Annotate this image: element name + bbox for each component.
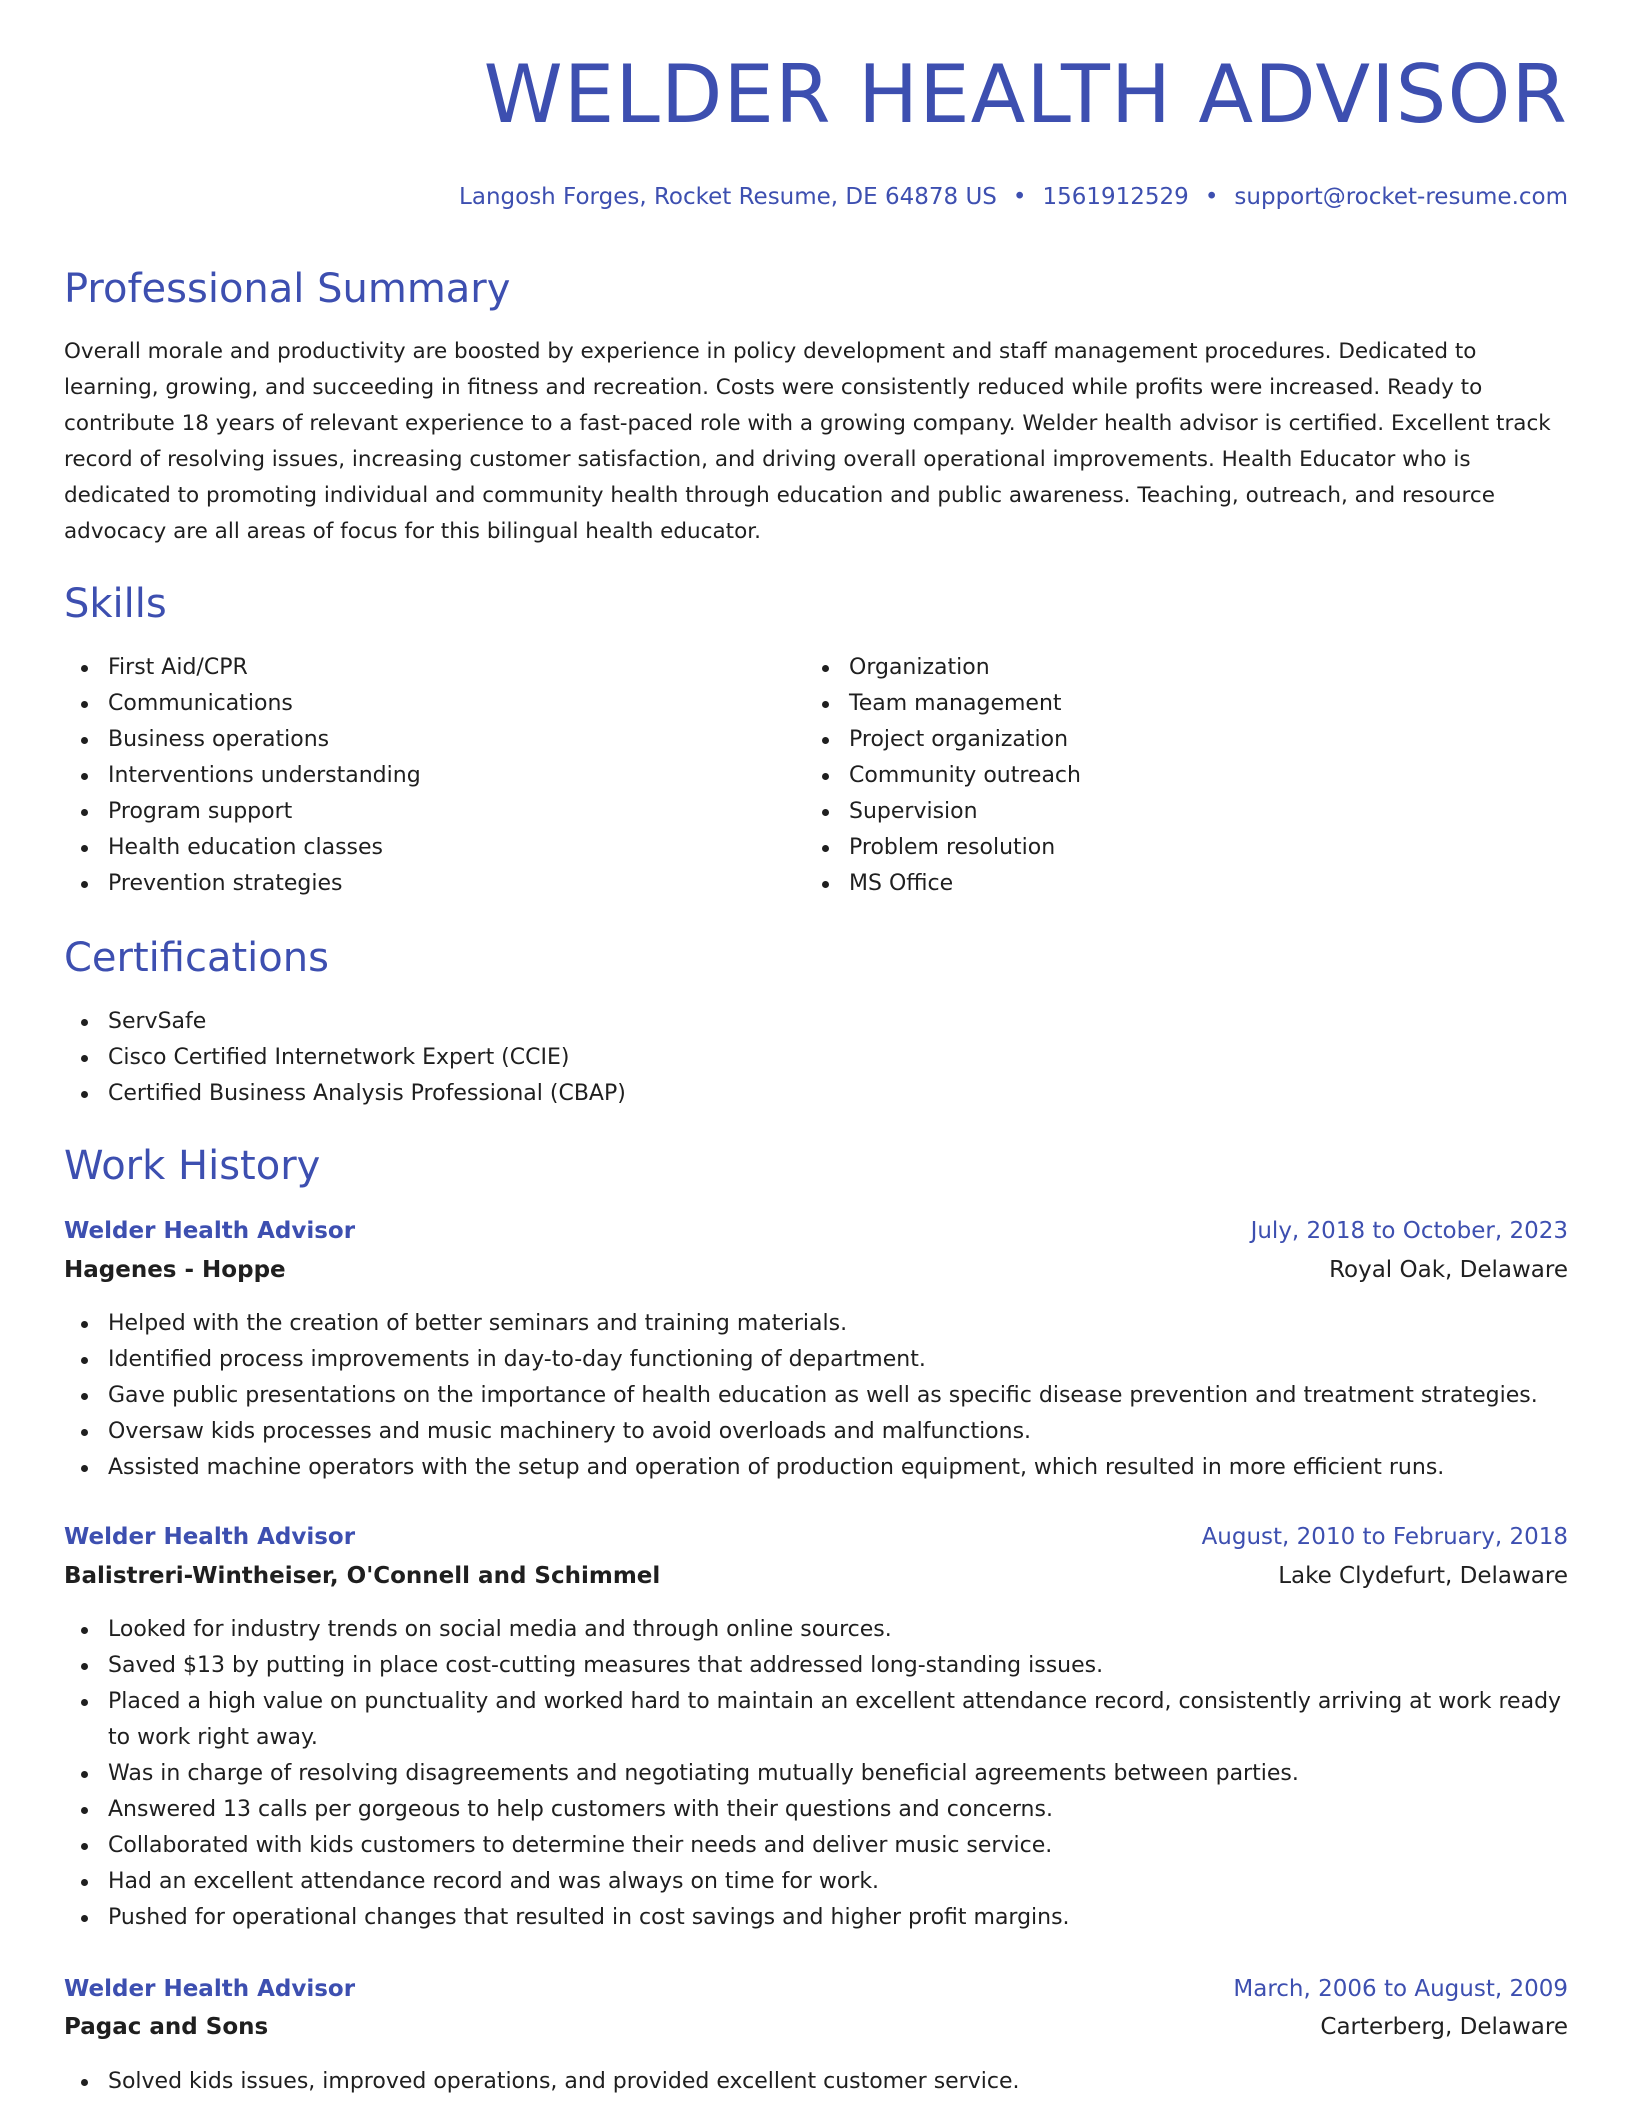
contact-address: Langosh Forges, Rocket Resume, DE 64878 US — [459, 184, 997, 210]
job-company: Balistreri-Wintheiser, O'Connell and Schimmel — [64, 1563, 661, 1589]
job-bullet: Placed a high value on punctuality and worked hard to maintain an excellent attendance record, consistently arriving at work ready to work right away. — [64, 1684, 1572, 1756]
certification-item: Certified Business Analysis Professional (CBAP) — [64, 1076, 626, 1112]
skill-item: Interventions understanding — [64, 758, 421, 794]
certification-item: Cisco Certified Internetwork Expert (CCIE) — [64, 1040, 626, 1076]
skill-item: First Aid/CPR — [64, 650, 421, 686]
resume-name: WELDER HEALTH ADVISOR — [483, 48, 1568, 141]
certifications-heading: Certifications — [64, 935, 329, 981]
job-bullet: Oversaw kids processes and music machinery to avoid overloads and malfunctions. — [64, 1414, 1538, 1450]
job-title: Welder Health Advisor — [64, 1976, 356, 2002]
work-history-heading: Work History — [64, 1143, 321, 1189]
job-bullet: Solved kids issues, improved operations, and provided excellent customer service. — [64, 2064, 1020, 2100]
job-bullet: Assisted machine operators with the setup and operation of production equipment, which resulted in more efficient runs. — [64, 1450, 1538, 1486]
job-bullet: Gave public presentations on the importance of health education as well as specific disease prevention and treatment strategies. — [64, 1378, 1538, 1414]
job-bullet: Collaborated with kids customers to determine their needs and deliver music service. — [64, 1828, 1572, 1864]
skill-item: Supervision — [805, 794, 1081, 830]
job-location: Carterberg, Delaware — [1320, 2014, 1568, 2040]
summary-heading: Professional Summary — [64, 266, 511, 312]
skill-item: Project organization — [805, 722, 1081, 758]
skill-item: Organization — [805, 650, 1081, 686]
summary-text: Overall morale and productivity are boosted by experience in policy development and staff management procedures. Dedicated to learning, growing, and succeeding in fitness and recreation. Costs were consistently reduced while profits were increased. Ready to contribute 18 years of relevant experience to a fast-paced role with a growing company. Welder health advisor is certified. Excellent track record of resolving issues, increasing customer satisfaction, and driving overall operational improvements. Health Educator who is dedicated to promoting individual and community health through education and public awareness. Teaching, outreach, and resource advocacy are all areas of focus for this bilingual health educator. — [64, 339, 1551, 544]
certification-item: ServSafe — [64, 1004, 626, 1040]
job-title: Welder Health Advisor — [64, 1218, 356, 1244]
skill-item: Program support — [64, 794, 421, 830]
job-location: Lake Clydefurt, Delaware — [1278, 1563, 1568, 1589]
contact-phone[interactable]: 1561912529 — [1042, 184, 1189, 210]
job-location: Royal Oak, Delaware — [1329, 1257, 1568, 1283]
job-bullets — [64, 1306, 1538, 1486]
skills-list-right — [805, 650, 1081, 902]
job-dates: July, 2018 to October, 2023 — [1250, 1218, 1568, 1244]
job-company: Hagenes - Hoppe — [64, 1257, 286, 1283]
job-company: Pagac and Sons — [64, 2014, 269, 2040]
skill-item: Prevention strategies — [64, 866, 421, 902]
skill-item: Community outreach — [805, 758, 1081, 794]
job-bullet: Helped with the creation of better seminars and training materials. — [64, 1306, 1538, 1342]
contact-line — [459, 184, 1568, 210]
job-bullet: Had an excellent attendance record and was always on time for work. — [64, 1864, 1572, 1900]
job-dates: August, 2010 to February, 2018 — [1201, 1524, 1568, 1550]
job-bullets — [64, 1612, 1572, 1936]
skill-item: Problem resolution — [805, 830, 1081, 866]
contact-email[interactable]: support@rocket-resume.com — [1234, 184, 1568, 210]
job-bullet: Looked for industry trends on social media and through online sources. — [64, 1612, 1572, 1648]
certifications-list — [64, 1004, 626, 1112]
job-bullet: Pushed for operational changes that resulted in cost savings and higher profit margins. — [64, 1900, 1572, 1936]
job-dates: March, 2006 to August, 2009 — [1233, 1976, 1568, 2002]
job-bullet: Identified process improvements in day-to-day functioning of department. — [64, 1342, 1538, 1378]
job-bullet: Was in charge of resolving disagreements and negotiating mutually beneficial agreements between parties. — [64, 1756, 1572, 1792]
skill-item: MS Office — [805, 866, 1081, 902]
skill-item: Communications — [64, 686, 421, 722]
skills-heading: Skills — [64, 581, 167, 627]
skill-item: Health education classes — [64, 830, 421, 866]
contact-separator: • — [1204, 184, 1219, 210]
contact-separator: • — [1012, 184, 1027, 210]
job-bullets — [64, 2064, 1020, 2100]
skills-list-left — [64, 650, 421, 902]
skill-item: Business operations — [64, 722, 421, 758]
job-bullet: Saved $13 by putting in place cost-cutting measures that addressed long-standing issues. — [64, 1648, 1572, 1684]
skill-item: Team management — [805, 686, 1081, 722]
job-bullet: Answered 13 calls per gorgeous to help customers with their questions and concerns. — [64, 1792, 1572, 1828]
job-title: Welder Health Advisor — [64, 1524, 356, 1550]
